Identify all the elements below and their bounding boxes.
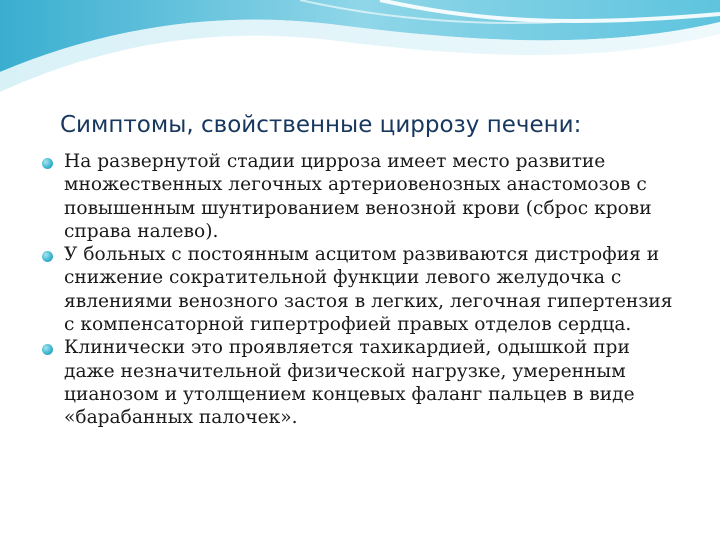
bullet-dot-icon [42, 158, 53, 169]
bullet-text: У больных с постоянным асцитом развиваются дистрофия и снижение сократительной функции левого желудочка с явлениями венозного застоя в легких, легочная гипертензия с компенсаторной гипертрофией правых отделов сердца. [64, 244, 673, 336]
bullet-item [42, 150, 682, 243]
slide-title [60, 112, 700, 138]
bullet-text: На развернутой стадии цирроза имеет место развитие множественных легочных артериовенозных анастомозов с повышенным шунтированием венозной крови (сброс крови справа налево). [64, 151, 652, 242]
bullet-text: Клинически это проявляется тахикардией, одышкой при даже незначительной физической нагрузке, умеренным цианозом и утолщением концевых фаланг пальцев в виде «барабанных палочек». [64, 337, 635, 429]
slide-title-colon: : [573, 112, 582, 138]
bullet-item [42, 336, 682, 429]
bullet-list [42, 150, 682, 430]
slide-title-text: Симптомы, свойственные циррозу печени [60, 112, 574, 138]
bullet-dot-icon [42, 344, 53, 355]
bullet-item [42, 243, 682, 336]
header-wave-decoration [0, 0, 720, 110]
bullet-dot-icon [42, 251, 53, 262]
